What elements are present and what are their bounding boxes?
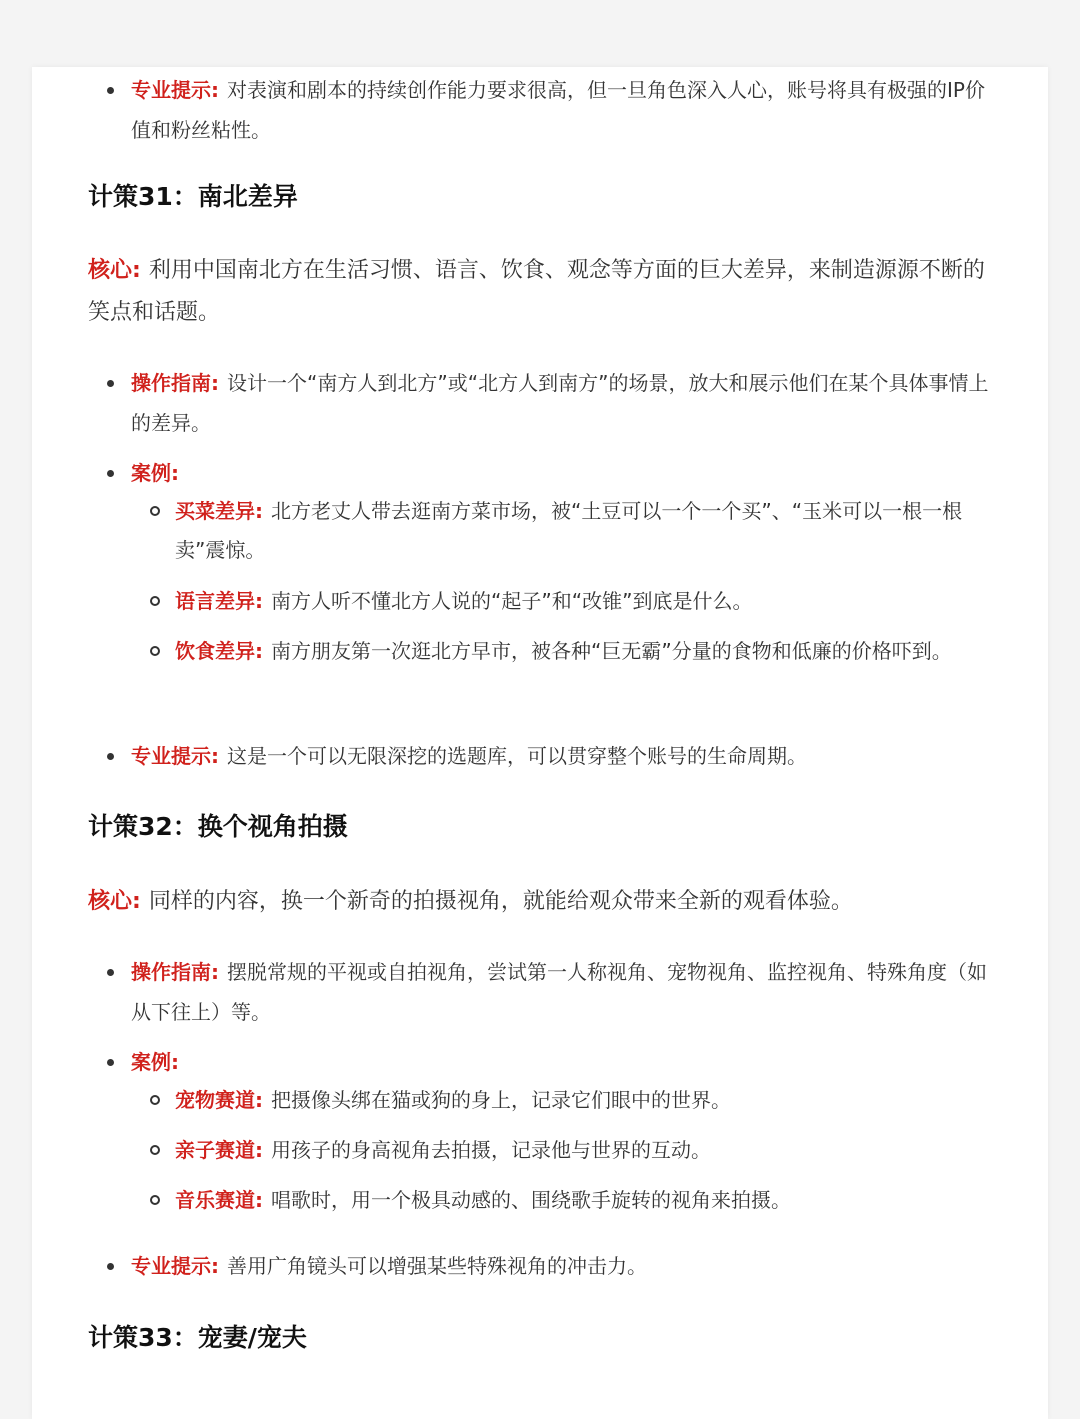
case-sub-label: 亲子赛道: [175,1138,263,1162]
tip-item [131,736,991,776]
case-sub-label: 语言差异: [175,589,263,613]
strategy-33-heading: 计策33：宠妻/宠夫 [88,1323,307,1352]
tip-item [131,70,991,150]
guide-item [131,363,991,443]
core-text: 利用中国南北方在生活习惯、语言、饮食、观念等方面的巨大差异，来制造源源不断的笑点和话题。 [88,258,985,325]
case-sub-label: 音乐赛道: [175,1188,263,1212]
case-item [131,453,991,493]
article-card [32,67,1048,1419]
guide-item [131,952,991,1032]
case-sub-text: 北方老丈人带去逛南方菜市场，被“土豆可以一个一个买”、“玉米可以一根一根卖”震惊。 [175,499,963,562]
case-item [131,1042,991,1082]
case-subitem [175,1081,991,1120]
tip-label: 专业提示: [131,1254,219,1278]
core-label: 核心: [88,258,141,283]
guide-label: 操作指南: [131,371,219,395]
tip-label: 专业提示: [131,78,219,102]
case-subitem [175,582,991,621]
case-label: 案例: [131,1050,179,1074]
guide-label: 操作指南: [131,960,219,984]
case-label: 案例: [131,461,179,485]
case-sub-text: 用孩子的身高视角去拍摄，记录他与世界的互动。 [271,1138,711,1162]
case-sub-label: 饮食差异: [175,639,263,663]
case-subitem [175,632,991,671]
case-sub-label: 买菜差异: [175,499,263,523]
strategy-32-heading: 计策32：换个视角拍摄 [88,812,348,841]
guide-text: 设计一个“南方人到北方”或“北方人到南方”的场景，放大和展示他们在某个具体事情上的差异。 [131,371,989,435]
tip-text: 对表演和剧本的持续创作能力要求很高，但一旦角色深入人心，账号将具有极强的IP价值和粉丝粘性。 [131,78,985,142]
strategy-31-heading: 计策31：南北差异 [88,182,298,211]
tip-label: 专业提示: [131,744,219,768]
case-sub-text: 唱歌时，用一个极具动感的、围绕歌手旋转的视角来拍摄。 [271,1188,791,1212]
case-sub-text: 南方人听不懂北方人说的“起子”和“改锥”到底是什么。 [271,589,753,613]
core-paragraph [88,250,998,334]
core-text: 同样的内容，换一个新奇的拍摄视角，就能给观众带来全新的观看体验。 [148,889,853,914]
case-sub-text: 南方朋友第一次逛北方早市，被各种“巨无霸”分量的食物和低廉的价格吓到。 [271,639,952,663]
core-label: 核心: [88,889,141,914]
case-sub-text: 把摄像头绑在猫或狗的身上，记录它们眼中的世界。 [271,1088,731,1112]
case-subitem [175,1131,991,1170]
case-subitem [175,1181,991,1220]
tip-item [131,1246,991,1286]
case-sub-label: 宠物赛道: [175,1088,263,1112]
tip-text: 这是一个可以无限深挖的选题库，可以贯穿整个账号的生命周期。 [227,744,807,768]
guide-text: 摆脱常规的平视或自拍视角，尝试第一人称视角、宠物视角、监控视角、特殊角度（如从下往上）等。 [131,960,987,1024]
tip-text: 善用广角镜头可以增强某些特殊视角的冲击力。 [227,1254,647,1278]
core-paragraph [88,881,998,923]
case-subitem [175,492,991,570]
